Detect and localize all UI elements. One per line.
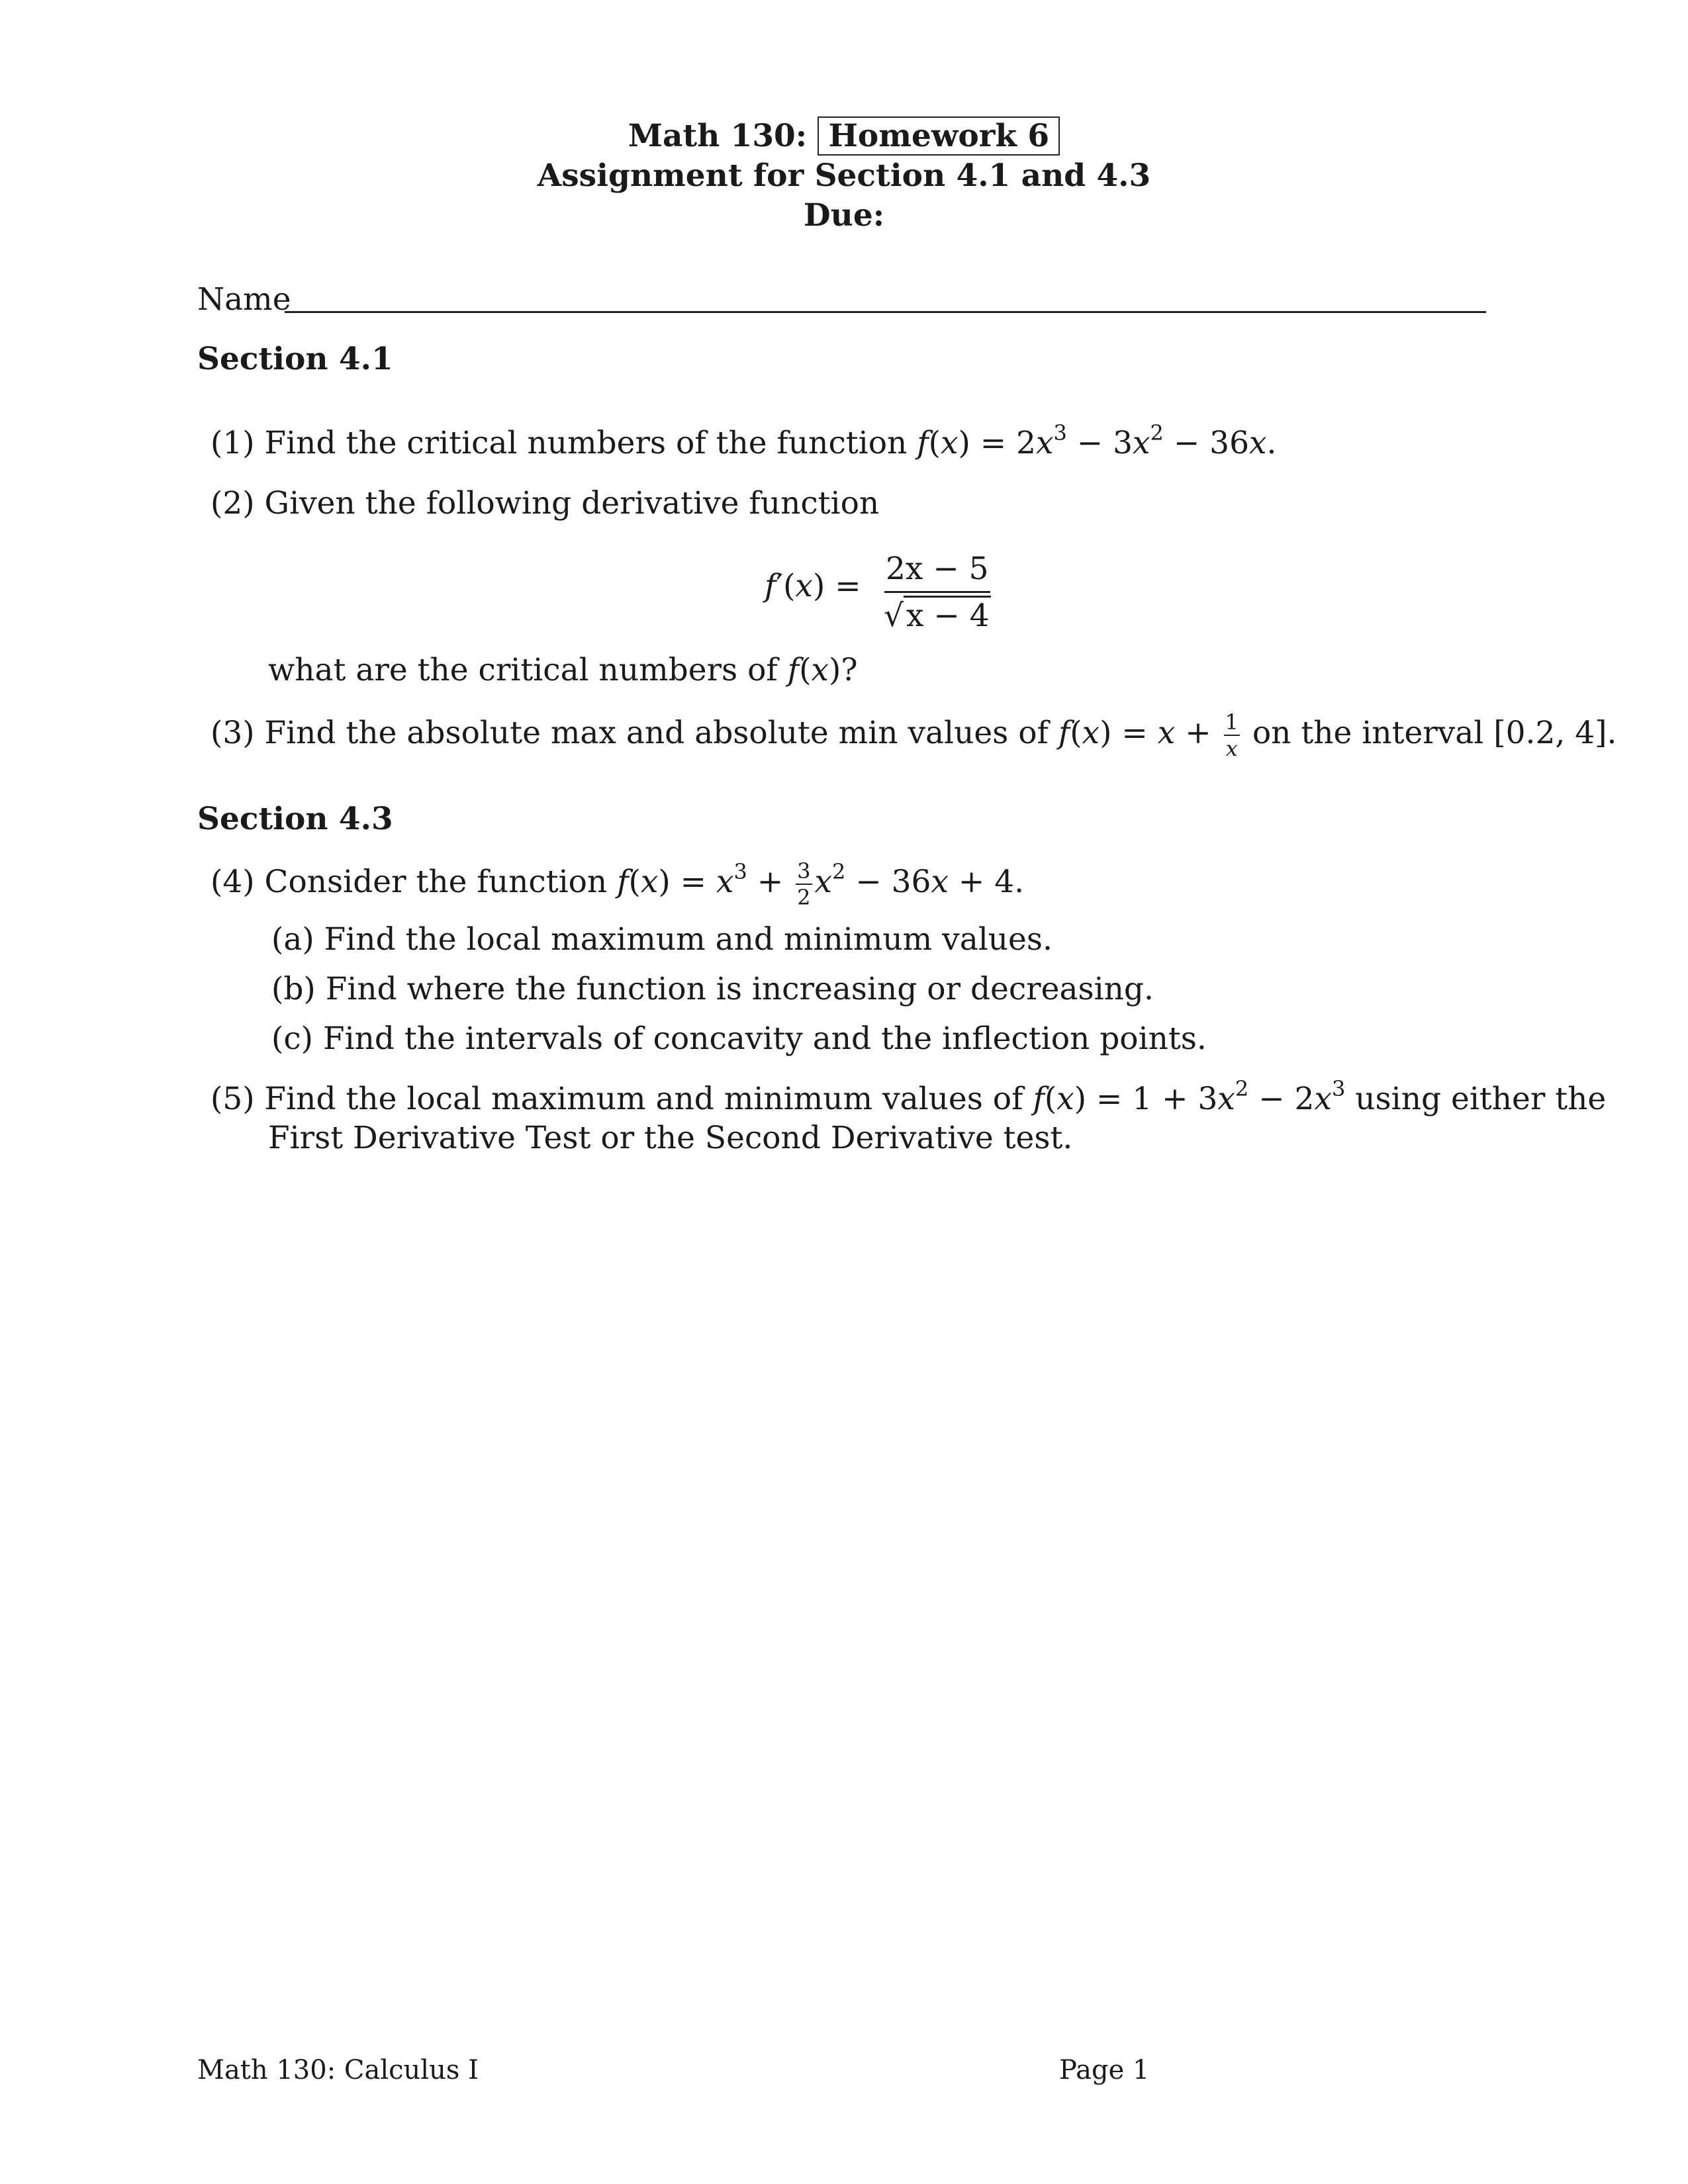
problem-4-text: Consider the function bbox=[264, 864, 608, 900]
problem-4 bbox=[211, 860, 1024, 908]
problem-2 bbox=[211, 485, 879, 522]
problem-1-number: (1) bbox=[211, 425, 255, 461]
section-4-3-title: Section 4.3 bbox=[197, 801, 393, 837]
problem-2-number: (2) bbox=[211, 485, 255, 522]
problem-4-part-c: (c) Find the intervals of concavity and the inflection points. bbox=[271, 1021, 1207, 1057]
header-title bbox=[0, 118, 1688, 154]
problem-5-line2: First Derivative Test or the Second Derivative test. bbox=[268, 1120, 1073, 1156]
derivative-radicand: x − 4 bbox=[904, 596, 991, 634]
homework-box: Homework 6 bbox=[818, 116, 1060, 156]
course-label: Math 130: bbox=[628, 118, 808, 154]
derivative-lhs: f′(x) = bbox=[765, 568, 861, 604]
problem-5-text: Find the local maximum and minimum values of bbox=[264, 1081, 1023, 1117]
derivative-fraction bbox=[884, 551, 991, 634]
problem-1 bbox=[211, 420, 1277, 461]
problem-4-number: (4) bbox=[211, 864, 255, 900]
problem-1-equation: $f(x) = 2x^3 - 3x^2 - 36x$. bbox=[917, 420, 1277, 461]
problem-3-equation: f(x) = x + $\frac{1}{x}$ bbox=[1058, 709, 1239, 761]
problem-4-part-a: (a) Find the local maximum and minimum values. bbox=[271, 921, 1053, 958]
problem-4-part-b: (b) Find where the function is increasing or decreasing. bbox=[271, 971, 1154, 1007]
problem-3-number: (3) bbox=[211, 715, 255, 751]
problem-4-equation: $f(x) = x^3$ + $\frac{3}{2}$ $x^2 - 36x + 4$. bbox=[617, 858, 1025, 910]
problem-1-text: Find the critical numbers of the function bbox=[264, 425, 908, 461]
problem-5 bbox=[211, 1076, 1607, 1117]
problem-3 bbox=[211, 711, 1617, 759]
problem-2-text: Given the following derivative function bbox=[264, 485, 880, 522]
name-line bbox=[285, 311, 1486, 313]
problem-5-number: (5) bbox=[211, 1081, 255, 1117]
assignment-line: Assignment for Section 4.1 and 4.3 bbox=[537, 158, 1151, 194]
footer-page-number: Page 1 bbox=[1059, 2055, 1150, 2085]
problem-3-interval: on the interval [0.2, 4]. bbox=[1252, 715, 1617, 751]
due-line: Due: bbox=[803, 197, 885, 234]
name-label: Name bbox=[197, 281, 291, 318]
problem-3-text: Find the absolute max and absolute min values of bbox=[264, 715, 1049, 751]
problem-5-equation: $f(x) = 1 + 3x^2 - 2x^3$ bbox=[1033, 1076, 1346, 1117]
derivative-numerator: 2x − 5 bbox=[884, 551, 990, 593]
problem-2-followup: what are the critical numbers of f(x)? bbox=[268, 652, 858, 688]
footer-course: Math 130: Calculus I bbox=[197, 2055, 479, 2085]
section-4-1-title: Section 4.1 bbox=[197, 341, 393, 377]
problem-5-tail: using either the bbox=[1355, 1081, 1607, 1117]
derivative-denominator: √x − 4 bbox=[884, 593, 991, 634]
